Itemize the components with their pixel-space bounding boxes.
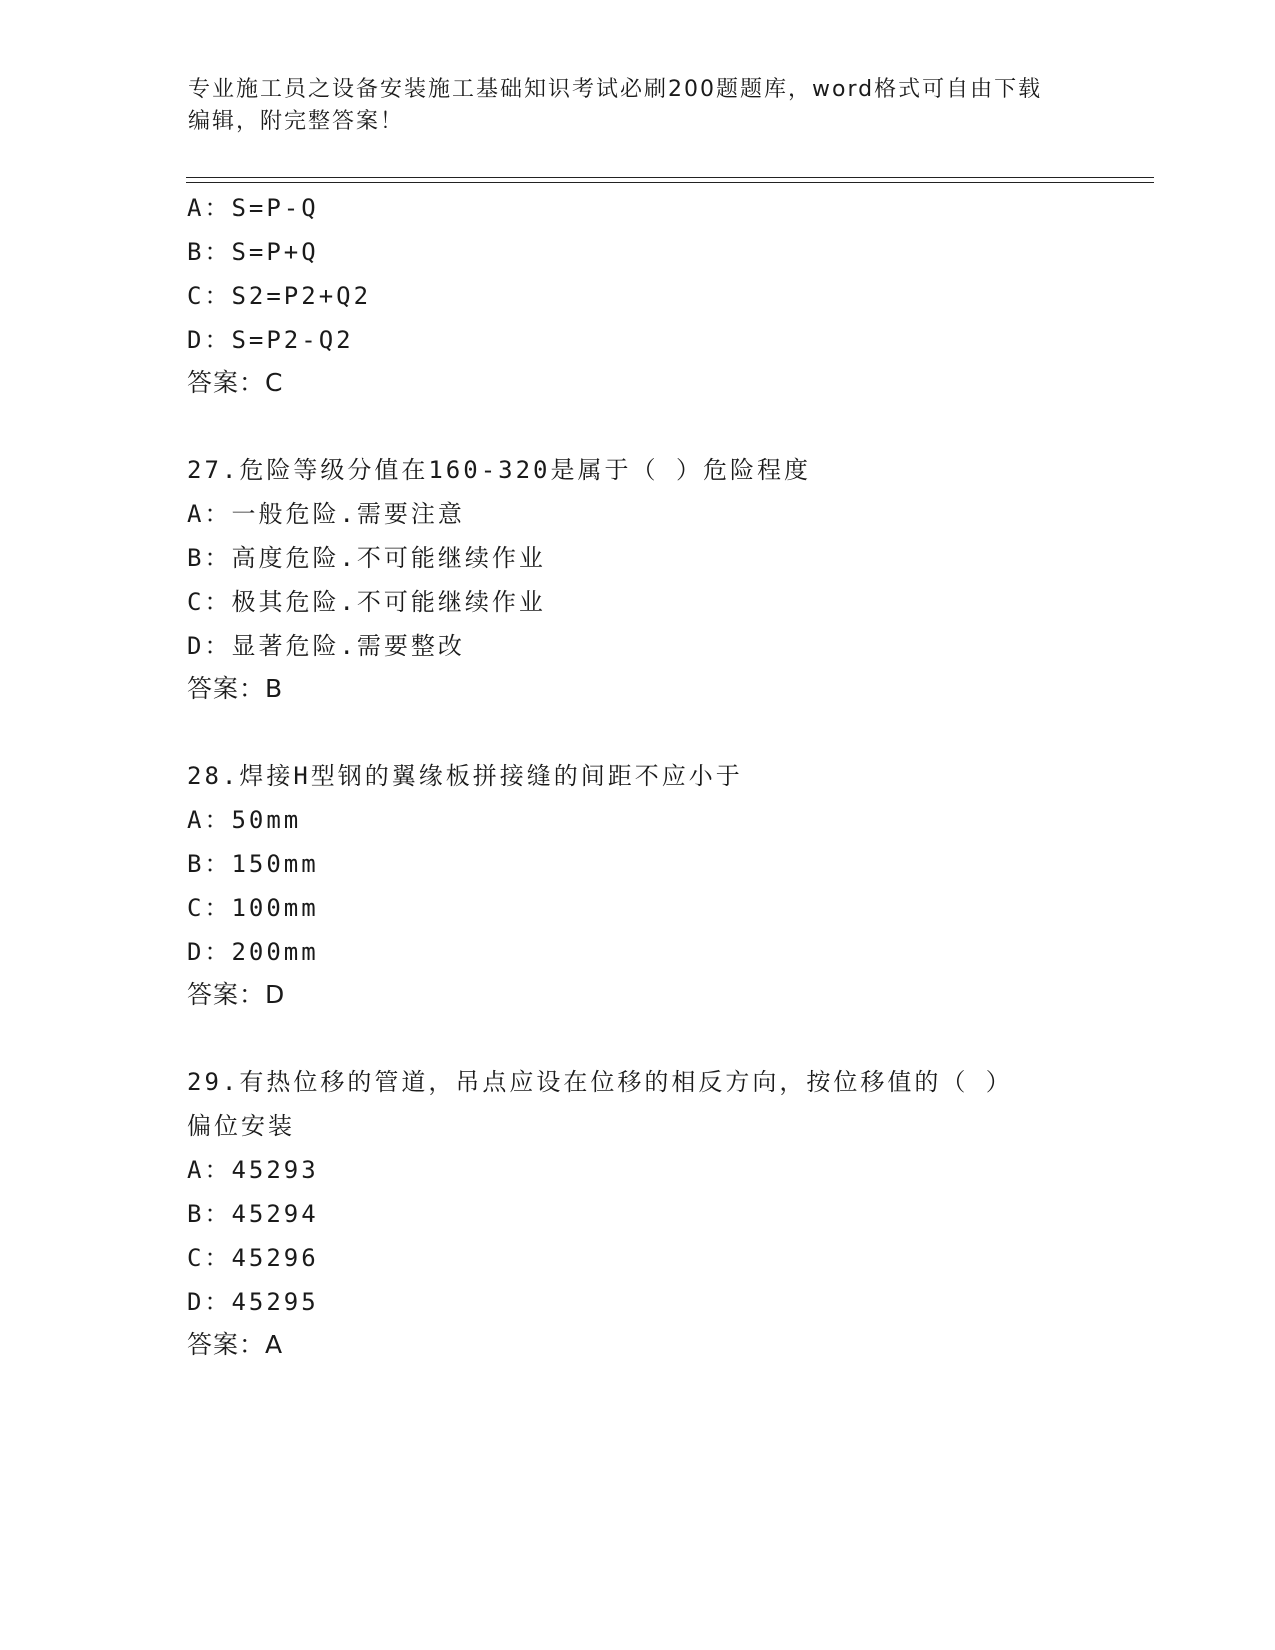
- q29-question-line-2: 偏位安装: [187, 1112, 295, 1140]
- q27-option-d: D：显著危险.需要整改: [187, 632, 465, 660]
- q28-option-a: A：50mm: [187, 806, 302, 834]
- q27-option-a: A：一般危险.需要注意: [187, 500, 465, 528]
- q27-option-b: B：高度危险.不可能继续作业: [187, 544, 546, 572]
- q28-answer: 答案：D: [187, 980, 286, 1009]
- q26-option-b: B：S=P+Q: [187, 238, 319, 266]
- q26-answer: 答案：C: [187, 368, 284, 397]
- q29-option-c: C：45296: [187, 1244, 319, 1272]
- header-line-1: 专业施工员之设备安装施工基础知识考试必刷200题题库，word格式可自由下载: [188, 77, 1043, 102]
- q27-answer: 答案：B: [187, 674, 284, 703]
- q29-answer: 答案：A: [187, 1330, 284, 1359]
- q28-option-b: B：150mm: [187, 850, 319, 878]
- header-rule-bottom: [186, 182, 1154, 183]
- header-rule-top: [186, 177, 1154, 178]
- q27-question: 27.危险等级分值在160-320是属于（ ）危险程度: [187, 456, 811, 484]
- header-line-2: 编辑，附完整答案！: [188, 109, 405, 134]
- q29-question-line-1: 29.有热位移的管道，吊点应设在位移的相反方向，按位移值的（ ）: [187, 1068, 1013, 1096]
- q28-question: 28.焊接H型钢的翼缘板拼接缝的间距不应小于: [187, 762, 743, 790]
- q28-option-d: D：200mm: [187, 938, 319, 966]
- q26-option-a: A：S=P-Q: [187, 194, 319, 222]
- q26-option-d: D：S=P2-Q2: [187, 326, 354, 354]
- q28-option-c: C：100mm: [187, 894, 319, 922]
- q27-option-c: C：极其危险.不可能继续作业: [187, 588, 546, 616]
- q29-option-d: D：45295: [187, 1288, 319, 1316]
- q29-option-b: B：45294: [187, 1200, 319, 1228]
- q26-option-c: C：S2=P2+Q2: [187, 282, 372, 310]
- q29-option-a: A：45293: [187, 1156, 319, 1184]
- document-header: [188, 74, 1088, 138]
